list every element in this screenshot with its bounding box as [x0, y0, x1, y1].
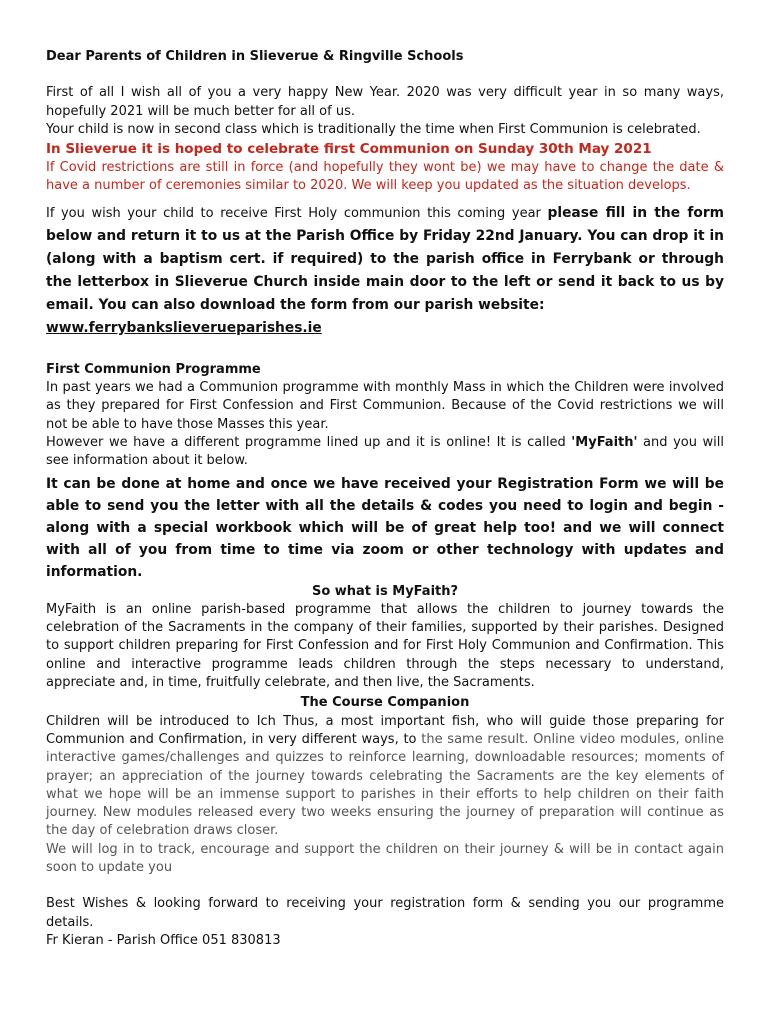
home-paragraph: It can be done at home and once we have received your Registration Form we will be able to send you the letter with all the details & codes you need to login and begin - along with a special workbook which will be of great help too! and we will connect with all of you from time to time via zoom or other technology with updates and information. [46, 475, 724, 580]
new-year-paragraph: First of all I wish all of you a very happy New Year. 2020 was very difficult year in so many ways, hopefully 2021 will be much better for all of us. [46, 85, 724, 119]
companion-text-b: the same result. Online video modules, online interactive games/challenges and quizzes to reinforce learning, downloadable resources; moments of prayer; an appreciation of the journey towards celebrating the Sacraments are the key elements of what we hope will be an immense support to parishes in their efforts to help children on their faith journey. New modules released every two weeks ensuring the journey of preparation will continue as the day of celebration draws closer. [46, 731, 724, 839]
companion-paragraph [46, 713, 724, 841]
signature: Fr Kieran - Parish Office 051 830813 [46, 932, 281, 948]
form-instructions: please fill in the form below and return it to us at the Parish Office by Friday 22nd January. You can drop it in (along with a baptism cert. if required) to the parish office in Ferrybank or through the letterbox in Slieverue Church inside main door to the left or send it back to us by email. You can also download the form from our parish website: [46, 204, 724, 313]
companion-heading: The Course Companion [300, 695, 470, 711]
programme-paragraph-1: In past years we had a Communion programme with monthly Mass in which the Children were involved as they prepared for First Confession and First Communion. Because of the Covid restrictions we will not be able to have those Masses this year. [46, 380, 724, 432]
second-class-paragraph: Your child is now in second class which is traditionally the time when First Communion is celebrated. [46, 121, 701, 137]
closing-paragraph: Best Wishes & looking forward to receiving your registration form & sending you our programme details. [46, 896, 724, 930]
letter-page [46, 48, 724, 950]
myfaith-heading: So what is MyFaith? [311, 583, 459, 599]
programme-heading: First Communion Programme [46, 361, 261, 377]
programme-name: 'MyFaith' [571, 434, 638, 450]
form-intro: If you wish your child to receive First Holy communion this coming year [46, 205, 548, 221]
companion-text-a: Children will be introduced to Ich Thus, a most important fish, who will guide those preparing for Communion and Confirmation, in very different ways, to [46, 713, 724, 747]
greeting: Dear Parents of Children in Slieverue & Ringville Schools [46, 49, 464, 64]
programme-paragraph-2 [46, 434, 724, 471]
covid-note: If Covid restrictions are still in force (and hopefully they wont be) we may have to change the date & have a number of ceremonies similar to 2020. We will keep you updated as the situation develops. [46, 160, 724, 194]
programme-text-b: and you will see information about it below. [46, 434, 724, 469]
form-paragraph [46, 202, 724, 317]
myfaith-paragraph: MyFaith is an online parish-based programme that allows the children to journey towards the celebration of the Sacraments in the company of their families, supported by their parishes. Designed to support children preparing for First Confession and for First Holy Communion and Confirmation. This online and interactive programme leads children through the steps necessary to understand, appreciate and, in time, fruitfully celebrate, and then live, the Sacraments. [46, 601, 724, 691]
communion-date-heading: In Slieverue it is hoped to celebrate first Communion on Sunday 30th May 2021 [46, 141, 652, 158]
parish-website-link[interactable] [46, 317, 724, 339]
programme-text-a: However we have a different programme lined up and it is online! It is called [46, 434, 572, 450]
companion-paragraph-2: We will log in to track, encourage and support the children on their journey & will be in contact again soon to update you [46, 841, 724, 876]
parish-website-text[interactable]: www.ferrybankslieverueparishes.ie [46, 319, 322, 336]
